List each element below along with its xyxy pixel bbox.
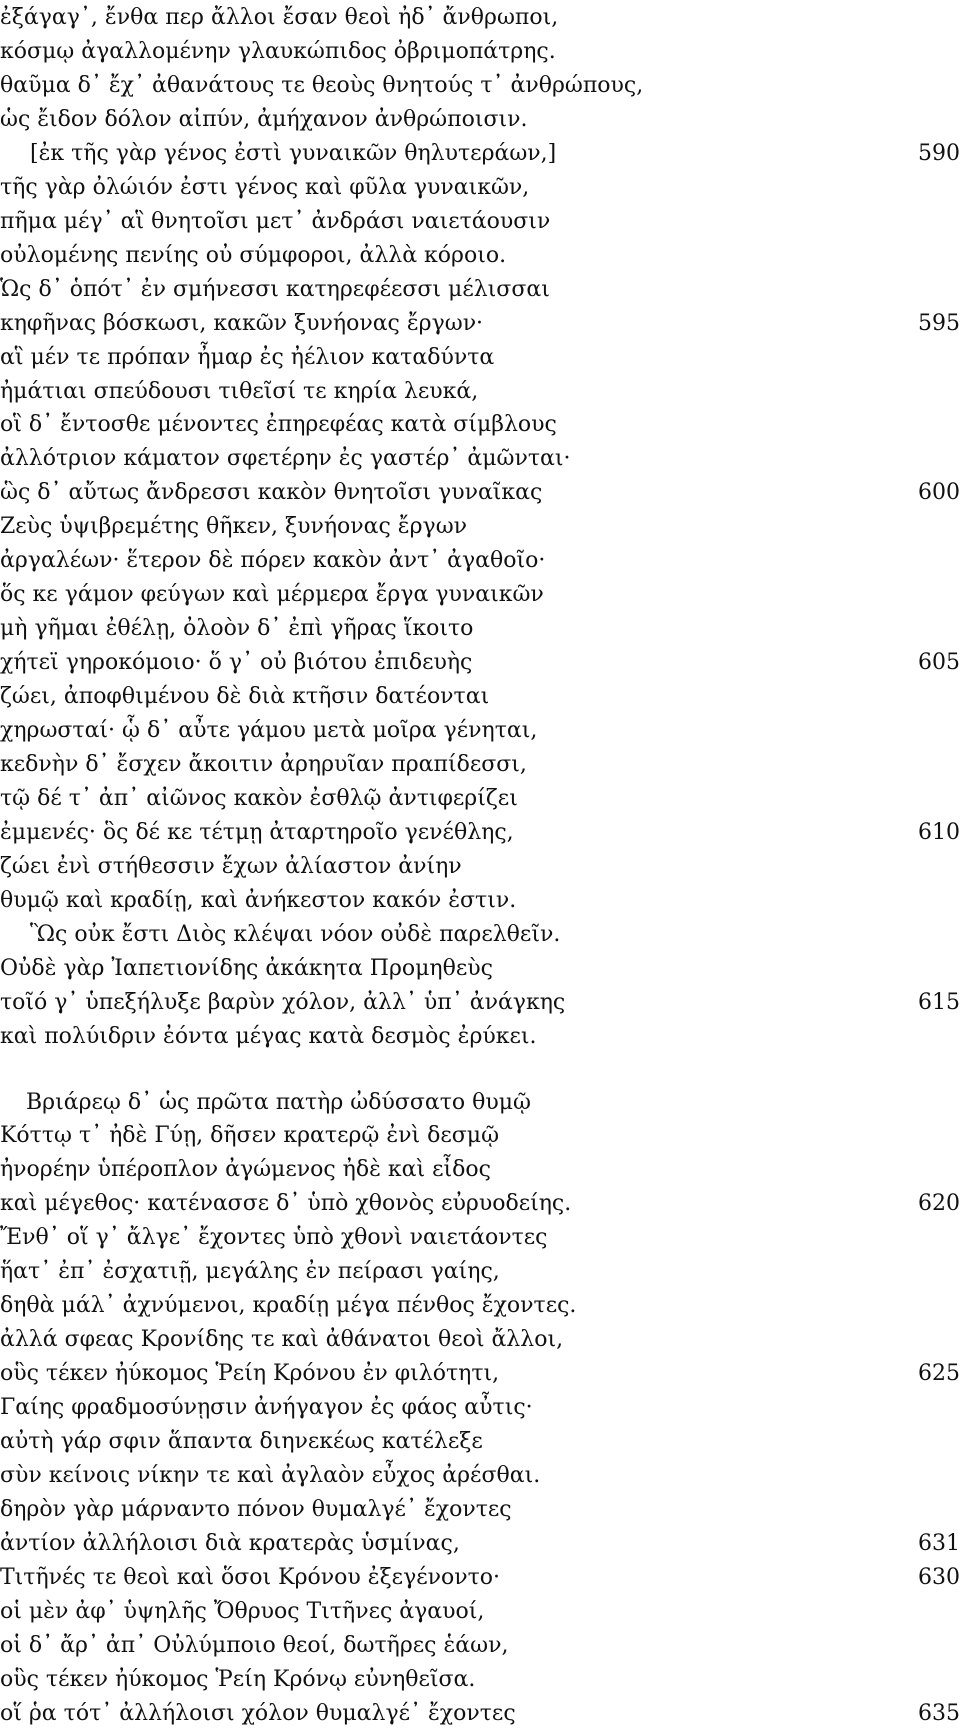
verse-line <box>0 273 960 306</box>
verse-line-text: χήτεϊ γηροκόμοιο· ὅ γ᾽ οὐ βιότου ἐπιδευὴς <box>0 650 473 676</box>
verse-line-text: δηρὸν γὰρ μάρναντο πόνον θυμαλγέ᾽ ἔχοντες <box>0 1496 512 1522</box>
verse-line <box>0 1391 960 1424</box>
verse-line-text: θυμῷ καὶ κραδίῃ, καὶ ἀνήκεστον κακόν ἐστιν. <box>0 887 517 913</box>
verse-line <box>0 1289 960 1322</box>
verse-line-text: ζώει ἐνὶ στήθεσσιν ἔχων ἀλίαστον ἀνίην <box>0 853 462 879</box>
verse-line-text: σὺν κείνοις νίκην τε καὶ ἀγλαὸν εὖχος ἀρέσθαι. <box>0 1462 541 1488</box>
verse-line <box>0 578 960 611</box>
verse-line-text: χηρωσταί· ᾧ δ᾽ αὖτε γάμου μετὰ μοῖρα γένηται, <box>0 718 538 743</box>
verse-line-text: οὓς τέκεν ἠύκομος Ῥείη Κρόνου ἐν φιλότητι, <box>0 1361 500 1387</box>
verse-line-text: ὣς δ᾽ αὔτως ἄνδρεσσι κακὸν θνητοῖσι γυναῖκας <box>0 480 543 506</box>
verse-line <box>0 476 960 509</box>
verse-line-text: Ὣς οὐκ ἔστι Διὸς κλέψαι νόον οὐδὲ παρελθεῖν. <box>30 921 561 947</box>
verse-line-text: ἥατ᾽ ἐπ᾽ ἐσχατιῇ, μεγάλης ἐν πείρασι γαίης, <box>0 1259 500 1285</box>
verse-line-text: Γαίης φραδμοσύνῃσιν ἀνήγαγον ἐς φάος αὖτις· <box>0 1395 533 1420</box>
line-number: 625 <box>918 1361 960 1387</box>
verse-line-text: οἱ μὲν ἀφ᾽ ὑψηλῆς Ὄθρυος Τιτῆνες ἀγαυοί, <box>0 1598 485 1624</box>
verse-line-text: Ὡς δ᾽ ὁπότ᾽ ἐν σμήνεσσι κατηρεφέεσσι μέλισσαι <box>0 276 550 302</box>
verse-line-text: ἀντίον ἀλλήλοισι διὰ κρατερὰς ὑσμίνας, <box>0 1530 460 1556</box>
verse-line-text: [ἐκ τῆς γὰρ γένος ἐστὶ γυναικῶν θηλυτεράων,] <box>30 140 557 166</box>
verse-line <box>0 1629 960 1662</box>
verse-line-text: Κόττῳ τ᾽ ἠδὲ Γύῃ, δῆσεν κρατερῷ ἐνὶ δεσμῷ <box>0 1123 500 1149</box>
verse-line-text: δηθὰ μάλ᾽ ἀχνύμενοι, κραδίῃ μέγα πένθος ἔχοντες. <box>0 1293 577 1319</box>
verse-line <box>0 850 960 883</box>
line-number: 590 <box>918 140 960 166</box>
verse-line <box>0 69 960 102</box>
verse-line-text: πῆμα μέγ᾽ αἳ θνητοῖσι μετ᾽ ἀνδράσι ναιετάουσιν <box>0 208 551 234</box>
line-number: 630 <box>918 1564 960 1590</box>
verse-line-text: θαῦμα δ᾽ ἔχ᾽ ἀθανάτους τε θεοὺς θνητούς τ᾽ ἀνθρώπους, <box>0 72 644 98</box>
verse-line <box>0 510 960 543</box>
verse-line-text: οἳ δ᾽ ἔντοσθε μένοντες ἐπηρεφέας κατὰ σίμβλους <box>0 412 557 438</box>
verse-line-text: Βριάρεῳ δ᾽ ὡς πρῶτα πατὴρ ὠδύσσατο θυμῷ <box>26 1089 532 1115</box>
verse-line <box>0 103 960 136</box>
verse-line <box>0 1020 960 1053</box>
verse-line-text: Οὐδὲ γὰρ Ἰαπετιονίδης ἀκάκητα Προμηθεὺς <box>0 955 493 981</box>
verse-line-text: καὶ μέγεθος· κατένασσε δ᾽ ὑπὸ χθονὸς εὐρυοδείης. <box>0 1191 572 1217</box>
verse-line <box>0 1663 960 1696</box>
verse-line <box>0 408 960 441</box>
verse-line <box>0 816 960 849</box>
verse-line <box>0 918 960 951</box>
verse-line <box>0 205 960 238</box>
verse-line <box>0 1561 960 1594</box>
verse-line-text: καὶ πολύιδριν ἐόντα μέγας κατὰ δεσμὸς ἐρύκει. <box>0 1023 537 1049</box>
verse-line <box>0 1187 960 1220</box>
verse-line <box>0 171 960 204</box>
line-number: 600 <box>918 480 960 506</box>
verse-line <box>0 1086 960 1119</box>
verse-line-text: οὐλομένης πενίης οὐ σύμφοροι, ἀλλὰ κόροιο. <box>0 242 507 268</box>
verse-line <box>0 442 960 475</box>
verse-line-text: Ἔνθ᾽ οἵ γ᾽ ἄλγε᾽ ἔχοντες ὑπὸ χθονὶ ναιετάοντες <box>0 1225 548 1251</box>
verse-line <box>0 1323 960 1356</box>
verse-line <box>0 1153 960 1186</box>
verse-line <box>0 1595 960 1628</box>
verse-line-text: ἀλλότριον κάματον σφετέρην ἐς γαστέρ᾽ ἀμῶνται· <box>0 446 571 472</box>
verse-line <box>0 1697 960 1730</box>
verse-line <box>0 646 960 679</box>
verse-line-text: οἵ ῥα τότ᾽ ἀλλήλοισι χόλον θυμαλγέ᾽ ἔχοντες <box>0 1700 516 1726</box>
verse-line <box>0 782 960 815</box>
verse-line-text: Τιτῆνές τε θεοὶ καὶ ὅσοι Κρόνου ἐξεγένοντο· <box>0 1564 501 1590</box>
verse-line <box>0 1 960 34</box>
line-number: 595 <box>918 310 960 336</box>
verse-line-text: μὴ γῆμαι ἐθέλῃ, ὀλοὸν δ᾽ ἐπὶ γῆρας ἵκοιτο <box>0 616 474 642</box>
verse-line-text: τῆς γὰρ ὀλώιόν ἐστι γένος καὶ φῦλα γυναικῶν, <box>0 174 530 200</box>
line-number: 620 <box>918 1191 960 1217</box>
verse-line <box>0 1221 960 1254</box>
verse-line <box>0 1425 960 1458</box>
verse-line <box>0 375 960 408</box>
verse-line-text: ἐμμενές· ὃς δέ κε τέτμῃ ἀταρτηροῖο γενέθλης, <box>0 819 514 845</box>
verse-line <box>0 35 960 68</box>
verse-line-text: ἀργαλέων· ἕτερον δὲ πόρεν κακὸν ἀντ᾽ ἀγαθοῖο· <box>0 548 546 574</box>
line-number: 615 <box>918 989 960 1015</box>
verse-line <box>0 341 960 374</box>
verse-line-text: αὐτὴ γάρ σφιν ἅπαντα διηνεκέως κατέλεξε <box>0 1429 483 1454</box>
verse-line-text: ὡς ἔιδον δόλον αἰπύν, ἀμήχανον ἀνθρώποισιν. <box>0 106 528 132</box>
verse-line-text: οὓς τέκεν ἠύκομος Ῥείη Κρόνῳ εὐνηθεῖσα. <box>0 1666 476 1692</box>
verse-line-text: ὅς κε γάμον φεύγων καὶ μέρμερα ἔργα γυναικῶν <box>0 582 544 608</box>
verse-line <box>0 544 960 577</box>
verse-line-text: κόσμῳ ἀγαλλομένην γλαυκώπιδος ὀβριμοπάτρης. <box>0 39 556 64</box>
line-number: 605 <box>918 650 960 676</box>
verse-line <box>0 1119 960 1152</box>
verse-line <box>0 307 960 340</box>
verse-line <box>0 680 960 713</box>
line-number: 635 <box>918 1700 960 1726</box>
verse-line <box>0 714 960 747</box>
verse-line-text: κεδνὴν δ᾽ ἔσχεν ἄκοιτιν ἀρηρυῖαν πραπίδεσσι, <box>0 751 527 777</box>
verse-line-text: ζώει, ἀποφθιμένου δὲ διὰ κτῆσιν δατέονται <box>0 684 490 709</box>
verse-line-text: ἀλλά σφεας Κρονίδης τε καὶ ἀθάνατοι θεοὶ ἄλλοι, <box>0 1327 564 1353</box>
verse-line <box>0 1459 960 1492</box>
verse-line <box>0 137 960 170</box>
verse-line <box>0 612 960 645</box>
verse-line-text: οἱ δ᾽ ἄρ᾽ ἀπ᾽ Οὐλύμποιο θεοί, δωτῆρες ἑάων, <box>0 1632 509 1658</box>
verse-line <box>0 952 960 985</box>
verse-line-text: ἐξάγαγ᾽, ἔνθα περ ἄλλοι ἔσαν θεοὶ ἠδ᾽ ἄνθρωποι, <box>0 5 559 30</box>
verse-line <box>0 986 960 1019</box>
verse-line-text: κηφῆνας βόσκωσι, κακῶν ξυνήονας ἔργων· <box>0 310 484 336</box>
line-number: 610 <box>918 819 960 845</box>
verse-line-text: Ζεὺς ὑψιβρεμέτης θῆκεν, ξυνήονας ἔργων <box>0 514 468 540</box>
verse-line-text: ἠμάτιαι σπεύδουσι τιθεῖσί τε κηρία λευκά, <box>0 378 479 404</box>
verse-line <box>0 748 960 781</box>
verse-line <box>0 1255 960 1288</box>
verse-line <box>0 239 960 272</box>
verse-line <box>0 1357 960 1390</box>
verse-line <box>0 1493 960 1526</box>
line-number: 631 <box>918 1530 960 1556</box>
verse-line <box>0 1527 960 1560</box>
verse-line-text: τοῖό γ᾽ ὑπεξήλυξε βαρὺν χόλον, ἀλλ᾽ ὑπ᾽ ἀνάγκης <box>0 989 566 1015</box>
verse-line-text: αἳ μέν τε πρόπαν ἦμαρ ἐς ἠέλιον καταδύντα <box>0 344 495 370</box>
verse-line-text: ἠνορέην ὑπέροπλον ἀγώμενος ἠδὲ καὶ εἶδος <box>0 1157 491 1183</box>
verse-line-text: τῷ δέ τ᾽ ἀπ᾽ αἰῶνος κακὸν ἐσθλῷ ἀντιφερίζει <box>0 785 518 811</box>
verse-line <box>0 884 960 917</box>
